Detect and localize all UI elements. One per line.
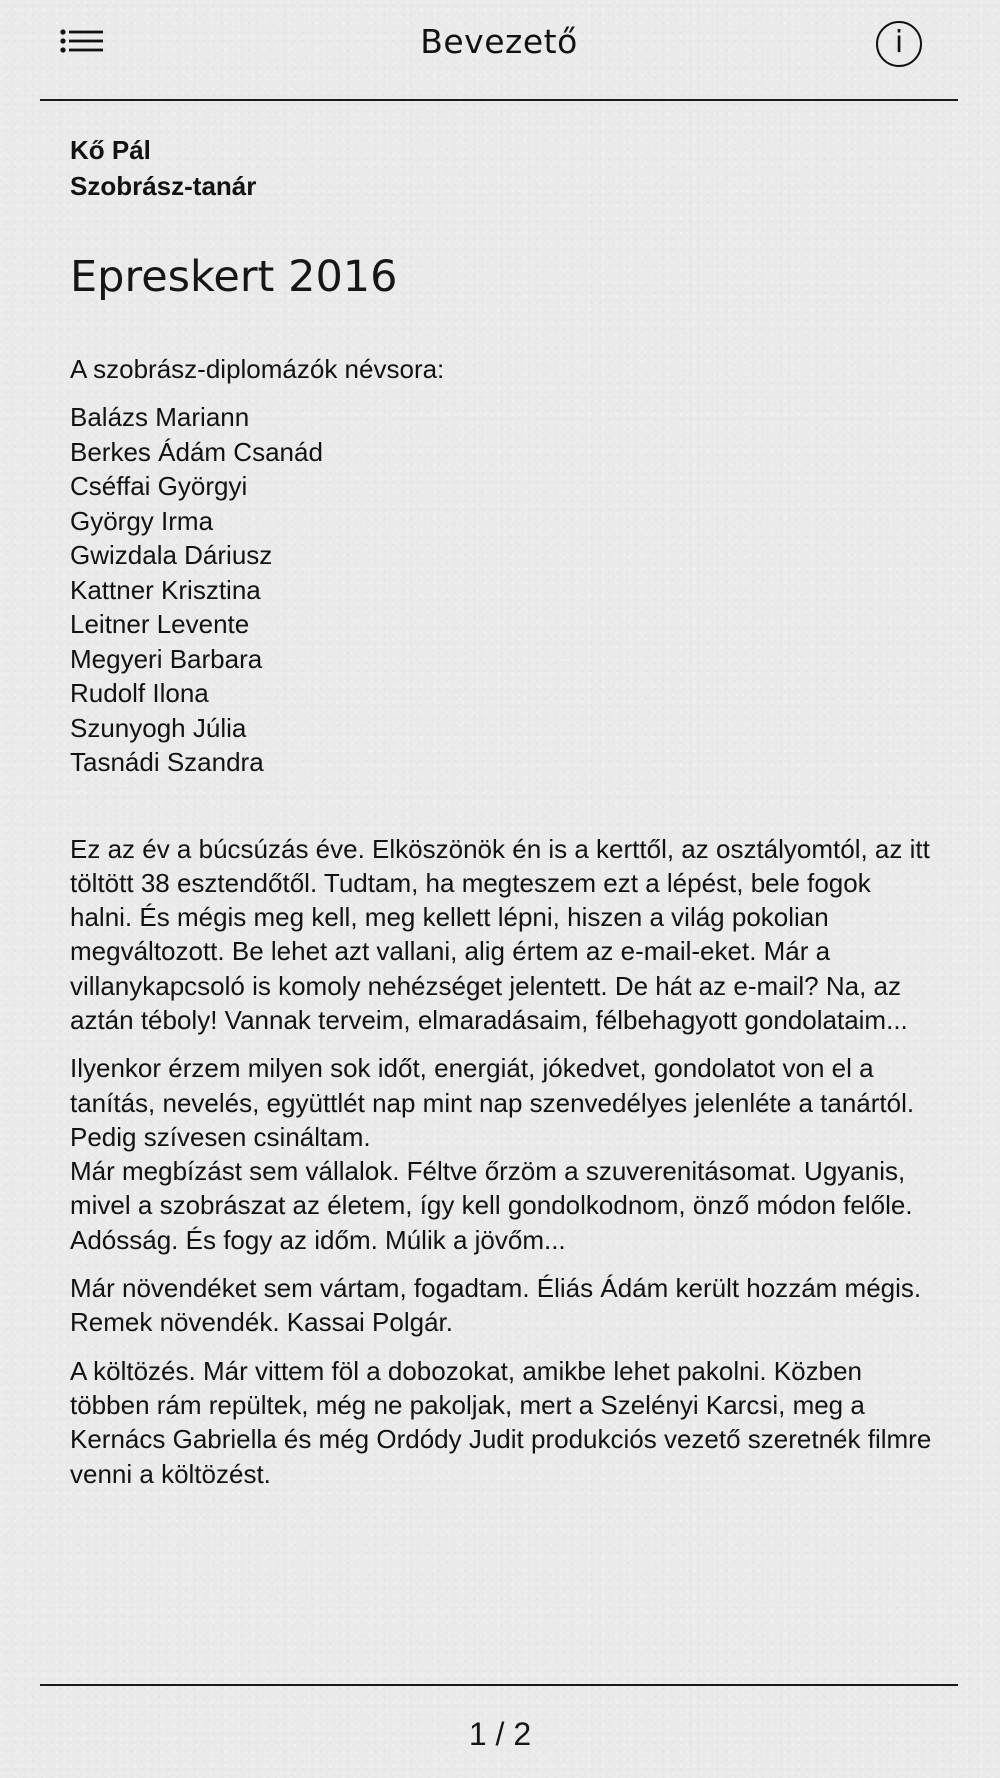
list-item: Gwizdala Dáriusz <box>70 540 273 570</box>
author-name: Kő Pál <box>70 135 151 165</box>
page-indicator: 1 / 2 <box>468 1716 532 1752</box>
paragraph: Ilyenkor érzem milyen sok időt, energiát, jókedvet, gondolatot von el a tanítás, nevelés, együttlét nap mint nap szenvedélyes jelenléte a tanártól. Pedig szívesen csináltam. Már megbízást sem vállalok. Féltve őrzöm a szuverenitásomat. Ugyanis, mivel a szobrászat az életem, így kell gondolkodnom, önző módon felőle. Adósság. És fogy az időm. Múlik a jövőm... <box>70 1053 915 1255</box>
paragraph: Ez az év a búcsúzás éve. Elköszönök én is a kerttől, az osztályomtól, az itt töltött 38 esztendőtől. Tudtam, ha megteszem ezt a lépést, bele fogok halni. És mégis meg kell, meg kellett lépni, hiszen a világ pokolian megváltozott. Be lehet azt vallani, alig értem az e-mail-eket. Már a villanykapcsoló is komoly nehézséget jelentett. De hát az e-mail? Na, az aztán téboly! Vannak terveim, elmaradásaim, félbehagyott gondolataim... <box>70 833 930 1035</box>
paragraph: A költözés. Már vittem föl a dobozokat, amikbe lehet pakolni. Közben többen rám repültek, még ne pakoljak, mert a Szelényi Karcsi, meg a Kernács Gabriella és még Ordódy Judit produkciós vezető szeretnék filmre venni a költözést. <box>70 1355 932 1489</box>
list-item: Berkes Ádám Csanád <box>70 436 323 467</box>
list-item: Cséffai Györgyi <box>70 471 248 501</box>
list-item: Tasnádi Szandra <box>70 747 264 777</box>
list-item: Balázs Mariann <box>70 402 250 432</box>
list-item: Megyeri Barbara <box>70 643 263 674</box>
article <box>70 132 940 1491</box>
list-item: György Irma <box>70 505 214 536</box>
list-intro: A szobrász-diplomázók névsora: <box>70 354 445 384</box>
author-block <box>70 132 940 204</box>
author-role: Szobrász-tanár <box>70 171 257 201</box>
document-title: Epreskert 2016 <box>70 252 398 302</box>
list-item: Kattner Krisztina <box>70 574 261 605</box>
paragraph: Már növendéket sem vártam, fogadtam. Éliás Ádám került hozzám mégis. Remek növendék. Kassai Polgár. <box>70 1273 922 1338</box>
footer-divider <box>40 1684 958 1686</box>
list-item: Leitner Levente <box>70 609 250 639</box>
page-title: Bevezető <box>420 22 578 61</box>
list-item: Rudolf Ilona <box>70 678 209 708</box>
list-item: Szunyogh Júlia <box>70 712 247 743</box>
info-button[interactable] <box>876 21 922 67</box>
info-icon: i <box>894 25 904 60</box>
top-bar <box>40 0 958 101</box>
graduate-list <box>70 400 940 780</box>
